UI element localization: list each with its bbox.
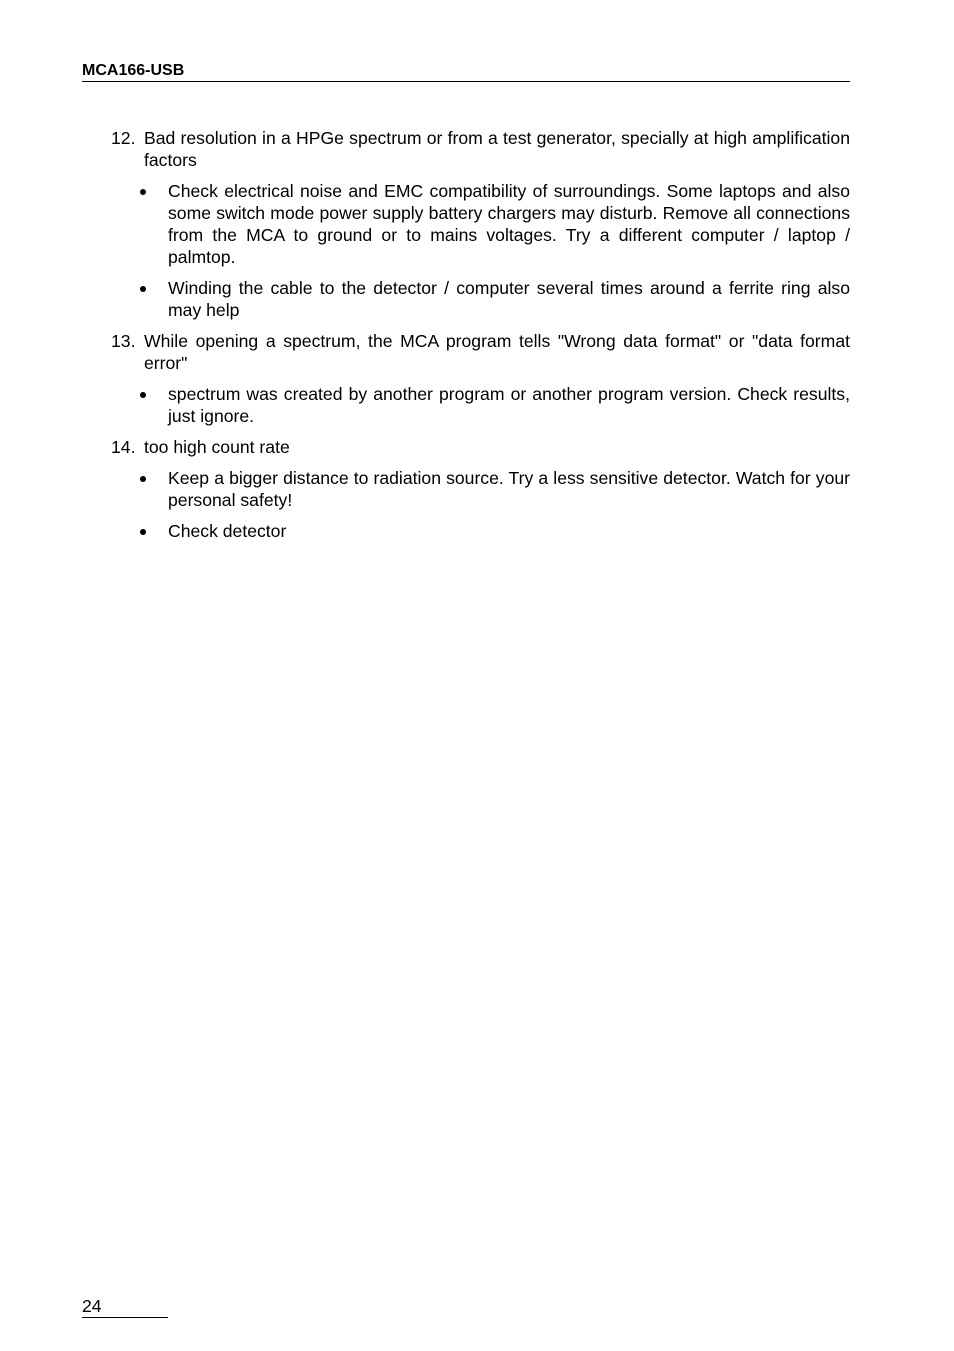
bullet-icon bbox=[140, 286, 146, 292]
troubleshooting-list bbox=[111, 127, 850, 551]
bullet-icon bbox=[140, 189, 146, 195]
page-footer bbox=[82, 1296, 168, 1318]
bullet-item bbox=[144, 520, 850, 542]
bullet-icon bbox=[140, 392, 146, 398]
item-number: 13. bbox=[111, 331, 136, 351]
bullet-list bbox=[144, 180, 850, 321]
bullet-text: spectrum was created by another program or another program version. Check results, just ignore. bbox=[168, 384, 850, 426]
bullet-item bbox=[144, 383, 850, 427]
item-text: too high count rate bbox=[144, 437, 290, 457]
bullet-text: Check detector bbox=[168, 521, 287, 541]
bullet-item bbox=[144, 180, 850, 268]
bullet-text: Winding the cable to the detector / computer several times around a ferrite ring also may help bbox=[168, 278, 850, 320]
bullet-list bbox=[144, 383, 850, 427]
bullet-list bbox=[144, 467, 850, 542]
bullet-item bbox=[144, 277, 850, 321]
item-number: 14. bbox=[111, 437, 136, 457]
page-header bbox=[82, 62, 850, 82]
list-item bbox=[111, 127, 850, 321]
list-item bbox=[111, 330, 850, 427]
item-number: 12. bbox=[111, 128, 136, 148]
list-item bbox=[111, 436, 850, 542]
bullet-icon bbox=[140, 529, 146, 535]
bullet-text: Check electrical noise and EMC compatibility of surroundings. Some laptops and also some switch mode power supply battery chargers may disturb. Remove all connections from the MCA to ground or to mains voltages. Try a different computer / laptop / palmtop. bbox=[168, 181, 850, 267]
bullet-item bbox=[144, 467, 850, 511]
item-text: While opening a spectrum, the MCA program tells "Wrong data format" or "data format error" bbox=[144, 331, 850, 373]
item-text: Bad resolution in a HPGe spectrum or from a test generator, specially at high amplification factors bbox=[144, 128, 850, 170]
bullet-text: Keep a bigger distance to radiation source. Try a less sensitive detector. Watch for your personal safety! bbox=[168, 468, 850, 510]
bullet-icon bbox=[140, 476, 146, 482]
page-number: 24 bbox=[82, 1296, 102, 1316]
header-title: MCA166-USB bbox=[82, 62, 185, 79]
